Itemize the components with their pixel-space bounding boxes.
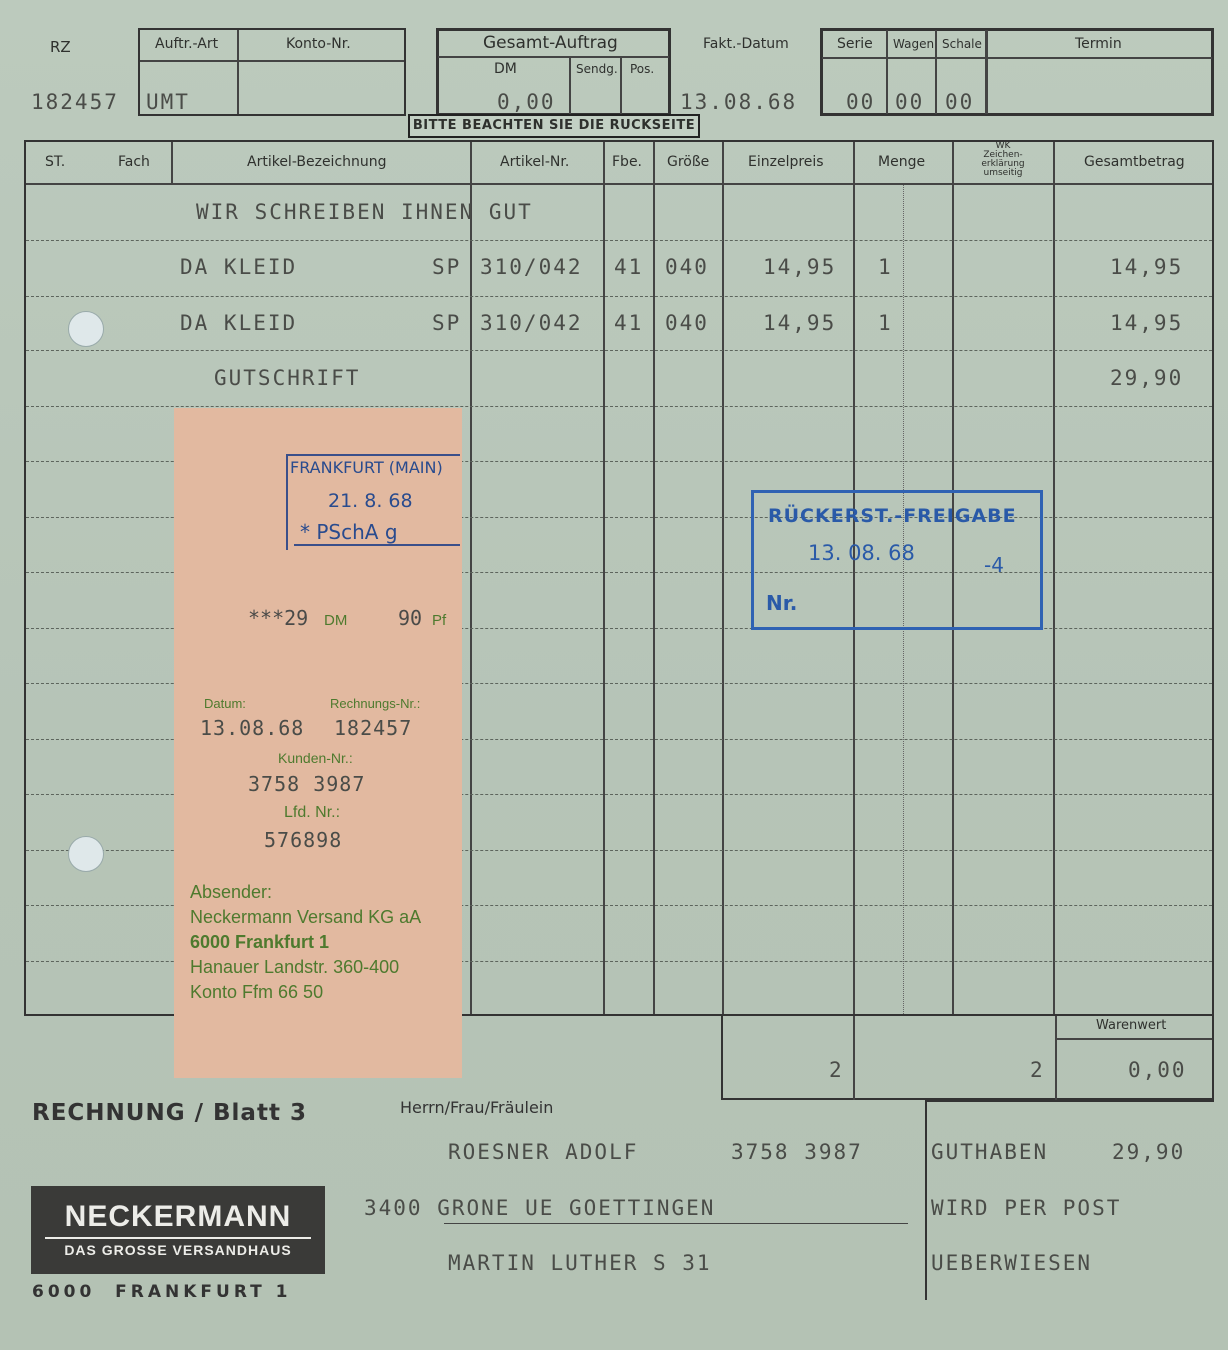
notice-banner: BITTE BEACHTEN SIE DIE RUCKSEITE bbox=[408, 114, 700, 138]
serie-box bbox=[820, 28, 1214, 116]
item2-name: DA KLEID bbox=[180, 311, 298, 335]
divider bbox=[1055, 1016, 1057, 1100]
divider bbox=[1057, 1038, 1212, 1040]
customer-street: MARTIN LUTHER S 31 bbox=[448, 1251, 712, 1275]
amount-stars: ***29 bbox=[248, 606, 309, 630]
serie-label: Serie bbox=[837, 36, 873, 52]
punch-hole bbox=[68, 311, 104, 347]
item1-fbe: 41 bbox=[614, 255, 644, 279]
divider bbox=[1053, 142, 1055, 1014]
logo-rule bbox=[45, 1237, 311, 1239]
table-header-divider bbox=[26, 183, 1212, 185]
divider bbox=[470, 142, 472, 1014]
schale-label: Schale bbox=[942, 37, 982, 51]
absender-line-1: Neckermann Versand KG aA bbox=[190, 907, 422, 927]
customer-city: 3400 GRONE UE GOETTINGEN bbox=[364, 1196, 716, 1220]
postmark-city: FRANKFURT (MAIN) bbox=[290, 458, 443, 477]
item1-qty: 1 bbox=[878, 255, 893, 279]
postmark-date: 21. 8. 68 bbox=[328, 490, 413, 512]
credit-total: 29,90 bbox=[1110, 366, 1184, 390]
item2-code: SP bbox=[432, 311, 462, 335]
lfd-label: Lfd. Nr.: bbox=[284, 804, 341, 821]
amount-pf-label: Pf bbox=[432, 612, 447, 629]
col-wk-line-4: umseitig bbox=[983, 168, 1023, 178]
divider bbox=[985, 30, 988, 114]
divider bbox=[171, 142, 173, 184]
note-line-2: UEBERWIESEN bbox=[931, 1251, 1093, 1275]
divider bbox=[722, 142, 724, 1014]
schale-value: 00 bbox=[945, 90, 975, 114]
row-guide bbox=[26, 296, 1212, 297]
absender-label: Absender: bbox=[190, 882, 273, 902]
divider bbox=[853, 1016, 855, 1100]
item2-groesse: 040 bbox=[665, 311, 709, 335]
dm-label: DM bbox=[494, 61, 517, 77]
absender-line-2: 6000 Frankfurt 1 bbox=[190, 932, 330, 952]
payment-slip bbox=[174, 408, 462, 1078]
divider bbox=[935, 30, 937, 114]
rechnung-title: RECHNUNG / Blatt 3 bbox=[32, 1100, 307, 1126]
col-fach: Fach bbox=[118, 154, 150, 170]
divider bbox=[886, 30, 888, 114]
wagen-label: Wagen bbox=[893, 37, 935, 51]
logo-title: NECKERMANN bbox=[64, 1200, 292, 1233]
stamp-code: -4 bbox=[984, 553, 1004, 577]
address-rule bbox=[444, 1223, 908, 1224]
amount-pf-value: 90 bbox=[398, 606, 423, 630]
kunden-value: 3758 3987 bbox=[248, 772, 366, 796]
auftr-art-label: Auftr.-Art bbox=[155, 36, 219, 52]
col-gesamtbetrag: Gesamtbetrag bbox=[1084, 154, 1185, 170]
postmark-office: * PSchA g bbox=[300, 520, 398, 544]
gesamt-value: 0,00 bbox=[497, 90, 556, 114]
divider bbox=[620, 58, 622, 114]
col-artikel: Artikel-Bezeichnung bbox=[247, 154, 387, 170]
item2-nr: 310/042 bbox=[480, 311, 583, 335]
datum-value: 13.08.68 bbox=[200, 716, 305, 740]
col-artikel-nr: Artikel-Nr. bbox=[500, 154, 570, 170]
rz-label: RZ bbox=[50, 38, 71, 56]
customer-name: ROESNER ADOLF bbox=[448, 1140, 639, 1164]
item1-groesse: 040 bbox=[665, 255, 709, 279]
stamp-nr-label: Nr. bbox=[766, 591, 798, 615]
col-wk-line-2: Zeichen- bbox=[983, 150, 1023, 160]
item2-total: 14,95 bbox=[1110, 311, 1184, 335]
customer-number: 3758 3987 bbox=[731, 1140, 863, 1164]
absender-line-3: Hanauer Landstr. 360-400 bbox=[190, 957, 400, 977]
col-menge: Menge bbox=[878, 154, 926, 170]
item2-qty: 1 bbox=[878, 311, 893, 335]
row-guide bbox=[26, 406, 1212, 407]
rechnung-label: Rechnungs-Nr.: bbox=[330, 696, 421, 711]
sendg-label: Sendg. bbox=[576, 62, 618, 76]
note-line-1: WIRD PER POST bbox=[931, 1196, 1122, 1220]
serie-value: 00 bbox=[846, 90, 876, 114]
col-wk-line-1: WK bbox=[995, 141, 1011, 151]
item1-nr: 310/042 bbox=[480, 255, 583, 279]
neckermann-logo bbox=[31, 1186, 325, 1274]
guthaben-label: GUTHABEN bbox=[931, 1140, 1049, 1164]
wk-sum: 2 bbox=[1030, 1058, 1045, 1082]
warenwert-label: Warenwert bbox=[1096, 1018, 1167, 1033]
fakt-label: Fakt.-Datum bbox=[703, 36, 789, 52]
auftr-art-value: UMT bbox=[146, 90, 190, 114]
punch-hole bbox=[68, 836, 104, 872]
item1-price: 14,95 bbox=[763, 255, 837, 279]
guthaben-value: 29,90 bbox=[1112, 1140, 1186, 1164]
stamp-date: 13. 08. 68 bbox=[808, 541, 915, 565]
salutation-label: Herrn/Frau/Fräulein bbox=[400, 1098, 554, 1117]
row-intro: WIR SCHREIBEN IHNEN GUT bbox=[196, 200, 533, 224]
item2-price: 14,95 bbox=[763, 311, 837, 335]
rz-value: 182457 bbox=[31, 90, 119, 114]
divider bbox=[569, 58, 571, 114]
item2-fbe: 41 bbox=[614, 311, 644, 335]
absender-line-4: Konto Ffm 66 50 bbox=[190, 982, 324, 1002]
konto-label: Konto-Nr. bbox=[286, 36, 351, 52]
gesamt-label: Gesamt-Auftrag bbox=[483, 33, 618, 53]
release-stamp bbox=[751, 490, 1043, 630]
divider bbox=[237, 30, 239, 114]
col-einzelpreis: Einzelpreis bbox=[748, 154, 824, 170]
divider bbox=[603, 142, 605, 1014]
datum-label: Datum: bbox=[204, 696, 246, 711]
rechnung-value: 182457 bbox=[334, 716, 413, 740]
postmark-rule bbox=[294, 544, 460, 546]
divider bbox=[140, 60, 404, 62]
lfd-value: 576898 bbox=[264, 828, 343, 852]
item1-code: SP bbox=[432, 255, 462, 279]
logo-subtitle: DAS GROSSE VERSANDHAUS bbox=[64, 1242, 292, 1258]
amount-dm-label: DM bbox=[324, 612, 348, 629]
divider bbox=[438, 56, 669, 58]
fakt-value: 13.08.68 bbox=[680, 90, 798, 114]
menge-sum: 2 bbox=[829, 1058, 844, 1082]
row-guide bbox=[26, 240, 1212, 241]
logo-city: 6000 FRANKFURT 1 bbox=[32, 1282, 292, 1302]
divider bbox=[822, 57, 1212, 59]
pos-label: Pos. bbox=[630, 62, 655, 76]
termin-label: Termin bbox=[1075, 36, 1122, 52]
col-wk bbox=[954, 142, 1052, 178]
col-groesse: Größe bbox=[667, 154, 710, 170]
item1-total: 14,95 bbox=[1110, 255, 1184, 279]
kunden-label: Kunden-Nr.: bbox=[278, 750, 353, 766]
credit-label: GUTSCHRIFT bbox=[214, 366, 361, 390]
stamp-title: RÜCKERST.-FREIGABE bbox=[768, 505, 1017, 527]
col-wk-line-3: erklärung bbox=[981, 159, 1025, 169]
warenwert-value: 0,00 bbox=[1128, 1058, 1187, 1082]
col-fbe: Fbe. bbox=[612, 154, 643, 170]
wagen-value: 00 bbox=[895, 90, 925, 114]
item1-name: DA KLEID bbox=[180, 255, 298, 279]
row-guide bbox=[26, 350, 1212, 351]
col-st: ST. bbox=[45, 154, 66, 170]
divider bbox=[653, 142, 655, 1014]
